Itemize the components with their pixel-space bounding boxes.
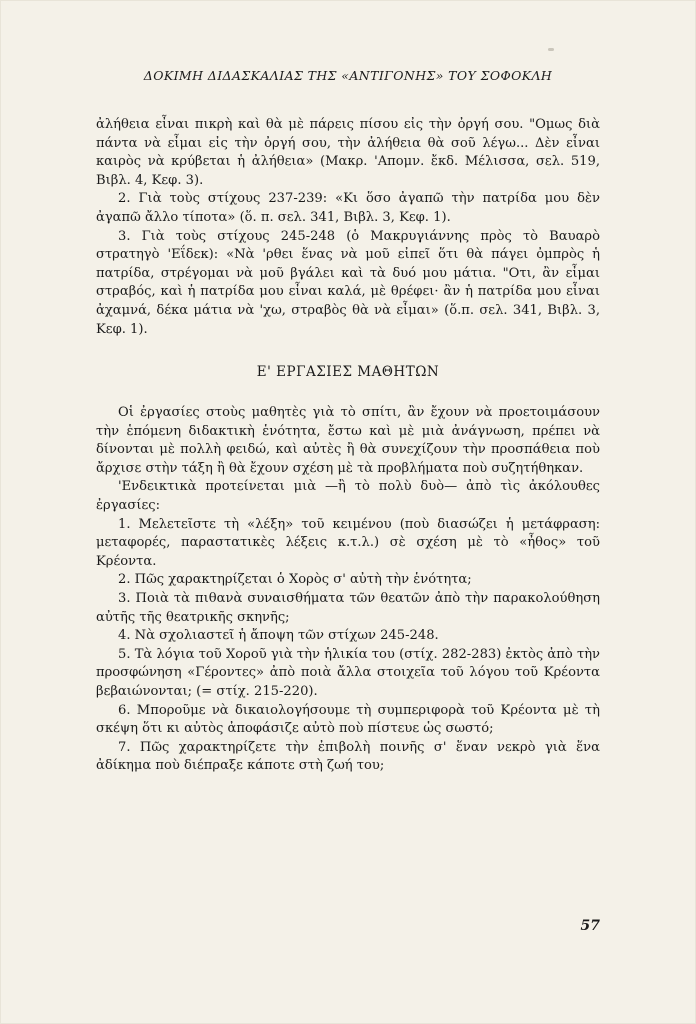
note-2: 2. Γιὰ τοὺς στίχους 237-239: «Κι ὅσο ἀγαπῶ τὴν πατρίδα μου δὲν ἀγαπῶ ἄλλο τίποτα» (ὅ. π. σελ. 341, Βιβλ. 3, Κεφ. 1). [96, 191, 600, 225]
task-item: 2. Πῶς χαρακτηρίζεται ὁ Χορὸς σ' αὐτὴ τὴν ἑνότητα; [118, 572, 472, 588]
task-item: 5. Τὰ λόγια τοῦ Χοροῦ γιὰ τὴν ἡλικία του (στίχ. 282-283) ἐκτὸς ἀπὸ τὴν προσφώνηση «Γέροντες» ἀπὸ ποιὰ ἄλλα στοιχεῖα τοῦ λόγου τοῦ Κρέοντα βεβαιώνονται; (= στίχ. 215-220). [96, 646, 600, 699]
task-item: 7. Πῶς χαρακτηρίζετε τὴν ἐπιβολὴ ποινῆς σ' ἕναν νεκρὸ γιὰ ἕνα ἀδίκημα ποὺ διέπραξε κάποτε στὴ ζωή του; [96, 739, 600, 774]
task-item: 4. Νὰ σχολιαστεῖ ἡ ἄποψη τῶν στίχων 245-248. [118, 628, 439, 644]
task-item: 6. Μποροῦμε νὰ δικαιολογήσουμε τὴ συμπεριφορὰ τοῦ Κρέοντα μὲ τὴ σκέψη ὅτι κι αὐτὸς ἀποφάσιζε αὐτὸ ποὺ πίστευε ὡς σωστό; [96, 702, 600, 737]
print-smudge [548, 48, 554, 51]
section-intro: Οἱ ἐργασίες στοὺς μαθητὲς γιὰ τὸ σπίτι, ἂν ἔχουν νὰ προετοιμάσουν τὴν ἑπόμενη διδακτικὴ ἑνότητα, ἔστω καὶ μὲ μιὰ ἀνάγνωση, πρέπει νὰ δίνονται μὲ πολλὴ φειδώ, καὶ αὐτὲς ἢ θὰ συνεχίζουν τὴν προσπάθεια ποὺ ἄρχισε στὴν τάξη ἢ θὰ ἔχουν σχέση μὲ τὰ προβλήματα ποὺ συζητήθηκαν. [96, 405, 600, 476]
note-3: 3. Γιὰ τοὺς στίχους 245-248 (ὁ Μακρυγιάννης πρὸς τὸ Βαυαρὸ στρατηγὸ 'Εΐδεκ): «Νὰ 'ρθει ἕνας νὰ μοῦ εἰπεῖ ὅτι θὰ πάγει ὀμπρὸς ἡ πατρίδα, στρέγομαι νὰ μοῦ βγάλει καὶ τὰ δυό μου μάτια. "Οτι, ἂν εἶμαι στραβός, καὶ ἡ πατρίδα μου εἶναι καλά, μὲ θρέφει· ἂν ἡ πατρίδα μου εἶναι ἀχαμνά, δέκα μάτια νὰ 'χω, στραβὸς θὰ νὰ εἶμαι» (ὅ.π. σελ. 341, Βιβλ. 3, Κεφ. 1). [96, 228, 600, 337]
running-header: ΔΟΚΙΜΗ ΔΙΔΑΣΚΑΛΙΑΣ ΤΗΣ «ΑΝΤΙΓΟΝΗΣ» ΤΟΥ ΣΟΦΟΚΛΗ [143, 68, 553, 83]
task-item: 3. Ποιὰ τὰ πιθανὰ συναισθήματα τῶν θεατῶν ἀπὸ τὴν παρακολούθηση αὐτῆς τῆς θεατρικῆς σκηνῆς; [96, 590, 600, 625]
section-lead: 'Ενδεικτικὰ προτείνεται μιὰ —ἢ τὸ πολὺ δυὸ— ἀπὸ τὶς ἀκόλουθες ἐργασίες: [96, 479, 600, 513]
student-tasks-block [96, 404, 600, 776]
page-number: 57 [580, 918, 600, 934]
note-continuation: ἀλήθεια εἶναι πικρὴ καὶ θὰ μὲ πάρεις πίσου εἰς τὴν ὀργή σου. "Ομως διὰ πάντα νὰ εἶμαι εἰς τὴν ὀργή σου, τὴν ἀλήθεια θὰ σοῦ λέγω... Δὲν εἶναι καιρὸς νὰ κρύβεται ἡ ἀλήθεια» (Μακρ. 'Απομν. ἔκδ. Μέλισσα, σελ. 519, Βιβλ. 4, Κεφ. 3). [96, 117, 600, 188]
notes-block [96, 116, 600, 339]
task-item: 1. Μελετεῖστε τὴ «λέξη» τοῦ κειμένου (ποὺ διασώζει ἡ μετάφραση: μεταφορές, παραστατικὲς λέξεις κ.τ.λ.) σὲ σχέση μὲ τὸ «ἦθος» τοῦ Κρέοντα. [96, 516, 600, 569]
section-heading: Ε' ΕΡΓΑΣΙΕΣ ΜΑΘΗΤΩΝ [256, 364, 440, 380]
